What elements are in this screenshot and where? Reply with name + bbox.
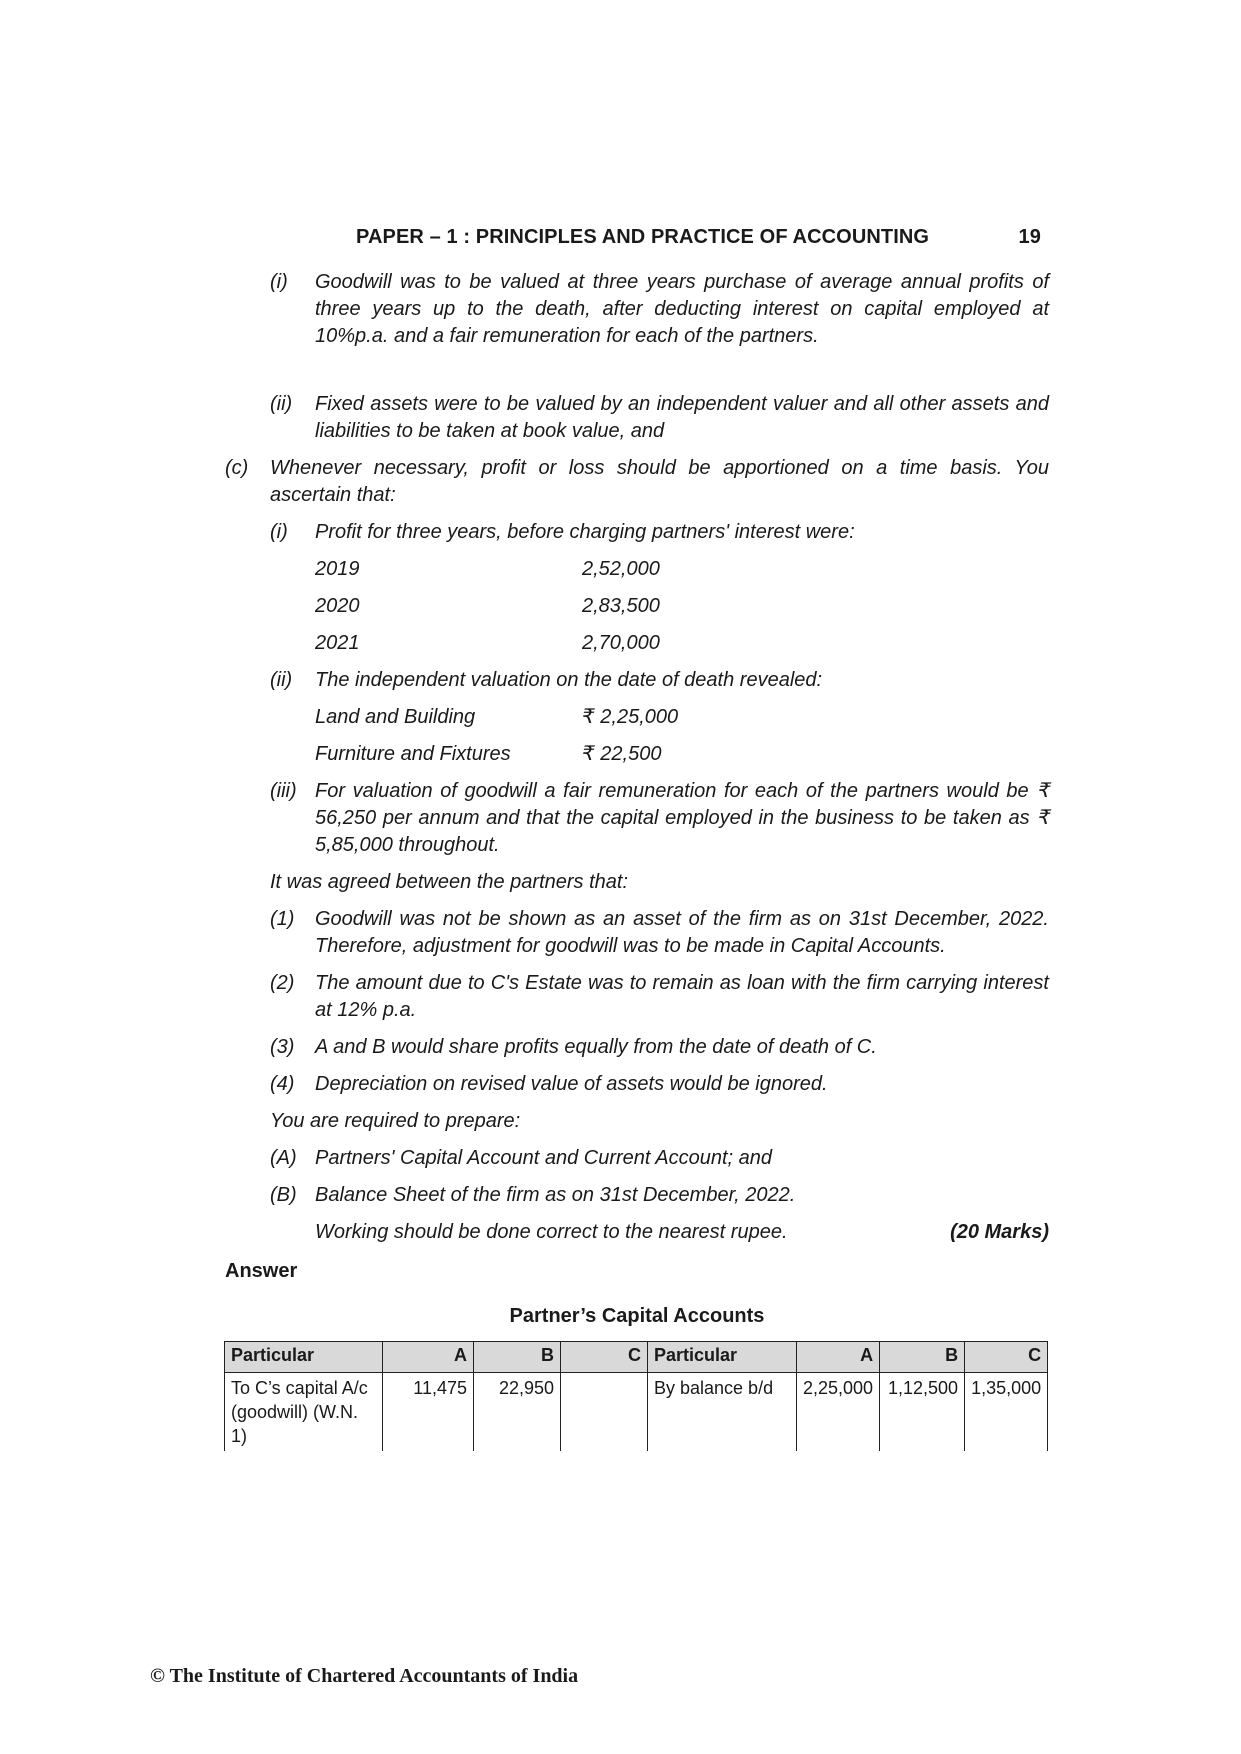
header-b: B — [474, 1342, 561, 1373]
item-number: (4) — [270, 1073, 295, 1095]
profit-year: 2019 — [315, 558, 360, 580]
profit-amount: 2,83,500 — [582, 595, 660, 617]
item-number: (A) — [270, 1147, 297, 1169]
agreement-2 — [270, 970, 1049, 1024]
header-c: C — [561, 1342, 648, 1373]
required-intro: You are required to prepare: — [270, 1110, 521, 1132]
item-text: Balance Sheet of the firm as on 31st December, 2022. — [315, 1184, 796, 1206]
remuneration-note — [270, 778, 1049, 859]
agreement-4 — [270, 1071, 1049, 1098]
valuation-amount: ₹ 2,25,000 — [582, 706, 679, 728]
profits-intro — [270, 519, 1049, 546]
required-a — [270, 1145, 1049, 1172]
item-number: (ii) — [270, 393, 293, 415]
header-a: A — [797, 1342, 880, 1373]
valuation-item: Furniture and Fixtures — [315, 743, 511, 765]
item-text: Partners' Capital Account and Current Account; and — [315, 1147, 773, 1169]
item-number: (i) — [270, 521, 288, 543]
clause-text: Whenever necessary, profit or loss should be apportioned on a time basis. You ascertain that: — [270, 457, 1049, 506]
item-number: (1) — [270, 908, 295, 930]
debit-c — [561, 1373, 648, 1452]
item-number: (B) — [270, 1184, 297, 1206]
clause-c — [225, 455, 1049, 509]
debit-b: 22,950 — [474, 1373, 561, 1452]
goodwill-term-2 — [270, 391, 1049, 445]
header-a: A — [383, 1342, 474, 1373]
working-note: Working should be done correct to the nearest rupee. — [315, 1221, 788, 1243]
capital-accounts-table — [224, 1341, 1048, 1451]
valuation-item: Land and Building — [315, 706, 476, 728]
paper-title: PAPER – 1 : PRINCIPLES AND PRACTICE OF ACCOUNTING — [356, 226, 930, 248]
item-text: Fixed assets were to be valued by an independent valuer and all other assets and liabilities to be taken at book value, and — [315, 393, 1049, 442]
credit-a: 2,25,000 — [797, 1373, 880, 1452]
capital-table-title: Partner’s Capital Accounts — [509, 1305, 765, 1327]
page-number: 19 — [1018, 226, 1041, 248]
page-header — [225, 226, 1049, 252]
item-text: The independent valuation on the date of death revealed: — [315, 669, 823, 691]
item-text: Profit for three years, before charging partners' interest were: — [315, 521, 855, 543]
required-b — [270, 1182, 1049, 1209]
profit-amount: 2,70,000 — [582, 632, 660, 654]
item-text: Depreciation on revised value of assets would be ignored. — [315, 1073, 828, 1095]
agreement-1 — [270, 906, 1049, 960]
copyright-footer: © The Institute of Chartered Accountants of India — [150, 1665, 579, 1687]
item-number: (i) — [270, 271, 288, 293]
item-number: (iii) — [270, 780, 297, 802]
item-number: (ii) — [270, 669, 293, 691]
answer-heading: Answer — [225, 1260, 298, 1282]
marks: (20 Marks) — [950, 1221, 1049, 1243]
item-text: Goodwill was not be shown as an asset of the firm as on 31st December, 2022. Therefore, adjustment for goodwill was to be made in Capital Accounts. — [315, 908, 1049, 957]
item-text: For valuation of goodwill a fair remuneration for each of the partners would be ₹ 56,250 per annum and that the capital employed in the business to be taken as ₹ 5,85,000 throughout. — [315, 780, 1049, 856]
agreement-3 — [270, 1034, 1049, 1061]
item-text: The amount due to C's Estate was to remain as loan with the firm carrying interest at 12% p.a. — [315, 972, 1049, 1021]
item-text: Goodwill was to be valued at three years purchase of average annual profits of three years up to the death, after deducting interest on capital employed at 10%p.a. and a fair remuneration for each of the partners. — [315, 271, 1049, 347]
credit-b: 1,12,500 — [880, 1373, 965, 1452]
profit-year: 2021 — [315, 632, 360, 654]
goodwill-term-1 — [270, 269, 1049, 350]
profit-year: 2020 — [315, 595, 360, 617]
agreement-intro: It was agreed between the partners that: — [270, 871, 628, 893]
header-b: B — [880, 1342, 965, 1373]
credit-particular: By balance b/d — [648, 1373, 797, 1452]
table-header-row — [225, 1342, 1048, 1373]
profit-amount: 2,52,000 — [582, 558, 660, 580]
header-particular: Particular — [648, 1342, 797, 1373]
debit-a: 11,475 — [383, 1373, 474, 1452]
header-c: C — [965, 1342, 1048, 1373]
debit-particular: To C’s capital A/c (goodwill) (W.N. 1) — [225, 1373, 383, 1452]
credit-c: 1,35,000 — [965, 1373, 1048, 1452]
header-particular: Particular — [225, 1342, 383, 1373]
valuation-intro — [270, 667, 1049, 694]
item-text: A and B would share profits equally from the date of death of C. — [315, 1036, 877, 1058]
item-number: (3) — [270, 1036, 295, 1058]
table-row — [225, 1373, 1048, 1452]
item-number: (2) — [270, 972, 295, 994]
valuation-amount: ₹ 22,500 — [582, 743, 662, 765]
clause-number: (c) — [225, 457, 249, 479]
